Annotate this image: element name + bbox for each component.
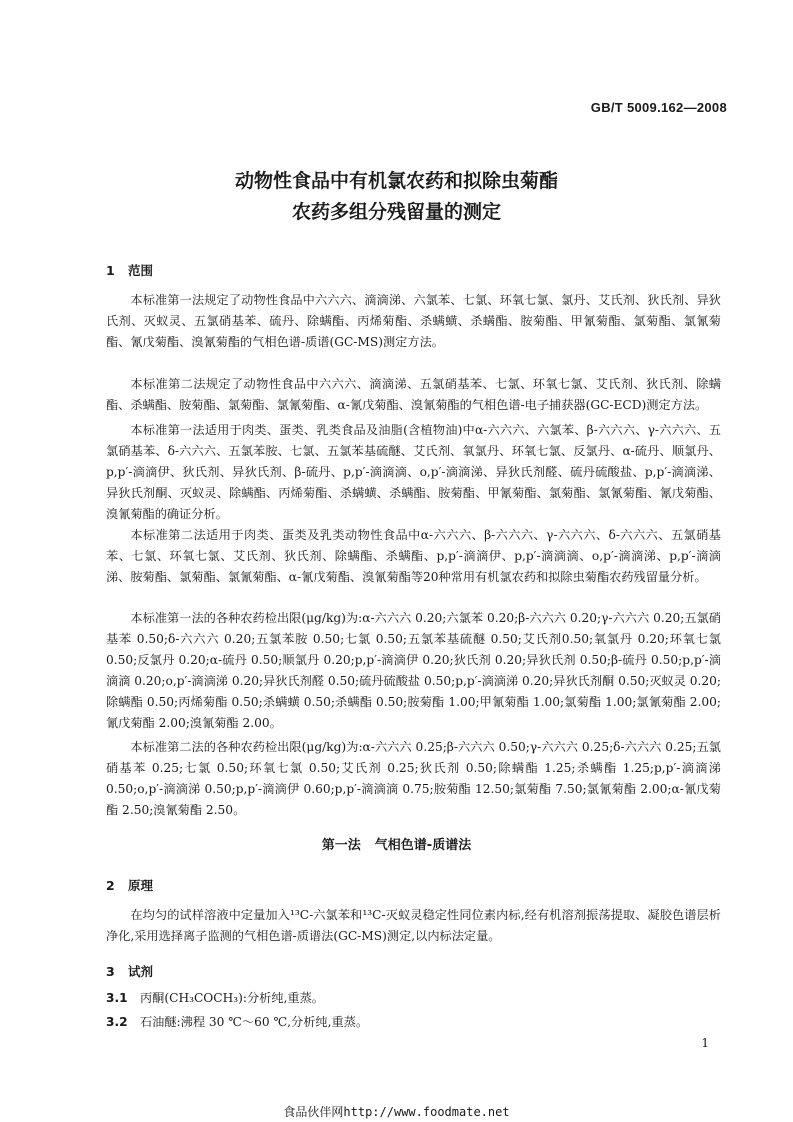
section-title: 范围 (128, 263, 154, 278)
section-heading-reagents (106, 962, 153, 980)
scope-paragraph-2: 本标准第二法规定了动物性食品中六六六、滴滴涕、五氯硝基苯、七氯、环氧七氯、艾氏剂、狄氏剂、除螨酯、杀螨酯、胺菊酯、氯菊酯、氯氰菊酯、α-氰戊菊酯、溴氰菊酯的气相色谱-电子捕获器(GC-ECD)测定方法。 (106, 377, 721, 413)
section-heading-scope (106, 261, 153, 279)
document-title-line1: 动物性食品中有机氯农药和拟除虫菊酯 (234, 170, 558, 192)
section-title: 试剂 (128, 964, 154, 979)
section-number: 2 (106, 878, 115, 893)
section-title: 原理 (128, 878, 154, 893)
reagent-item-text: 丙酮(CH₃COCH₃):分析纯,重蒸。 (140, 991, 324, 1005)
scope-paragraph-5: 本标准第一法的各种农药检出限(μg/kg)为:α-六六六 0.20;六氯苯 0.20;β-六六六 0.20;γ-六六六 0.20;五氯硝基苯 0.50;δ-六六六 0.20;五氯苯胺 0.50;七氯 0.50;五氯苯基硫醚 0.50;艾氏剂0.50;氧氯丹 0.20;环氧七氯 0.50;反氯丹 0.20;α-硫丹 0.50;顺氯丹 0.20;p,p′-滴滴伊 0.20;狄氏剂 0.20;异狄氏剂 0.50;β-硫丹 0.50;p,p′-滴滴滴 0.20;o,p′-滴滴涕 0.20;异狄氏剂醛 0.50;硫丹硫酸盐 0.50;p,p′-滴滴涕 0.20;异狄氏剂酮 0.50;灭蚁灵 0.20;除螨酯 0.50;丙烯菊酯 0.50;杀螨蟥 0.50;杀螨酯 0.50;胺菊酯 1.00;甲氰菊酯 1.00;氯菊酯 1.00;氯氰菊酯 2.00;氰戊菊酯 2.00;溴氰菊酯 2.00。 (106, 611, 721, 731)
method-heading (0, 834, 793, 853)
method-name: 气相色谱-质谱法 (374, 838, 472, 853)
scope-paragraph-3: 本标准第一法适用于肉类、蛋类、乳类食品及油脂(含植物油)中α-六六六、六氯苯、β-六六六、γ-六六六、五氯硝基苯、δ-六六六、五氯苯胺、七氯、五氯苯基硫醚、艾氏剂、氧氯丹、环氧七氯、反氯丹、α-硫丹、顺氯丹、p,p′-滴滴伊、狄氏剂、异狄氏剂、β-硫丹、p,p′-滴滴滴、o,p′-滴滴涕、异狄氏剂醛、硫丹硫酸盐、p,p′-滴滴涕、异狄氏剂酮、灭蚁灵、除螨酯、丙烯菊酯、杀螨蟥、杀螨酯、胺菊酯、甲氰菊酯、氯菊酯、氯氰菊酯、氰戊菊酯、溴氰菊酯的确证分析。 (106, 423, 721, 522)
method-label: 第一法 (321, 838, 361, 853)
footer-watermark: 食品伙伴网http://www.foodmate.net (283, 1105, 510, 1119)
reagent-item (106, 988, 721, 1009)
section-heading-principle (106, 876, 153, 894)
scope-paragraph-4: 本标准第二法适用于肉类、蛋类及乳类动物性食品中α-六六六、β-六六六、γ-六六六、δ-六六六、五氯硝基苯、七氯、环氧七氯、艾氏剂、狄氏剂、除螨酯、杀螨酯、p,p′-滴滴伊、p,p′-滴滴滴、o,p′-滴滴涕、p,p′-滴滴涕、胺菊酯、氯菊酯、氯氰菊酯、α-氰戊菊酯、溴氰菊酯等20种常用有机氯农药和拟除虫菊酯农药残留量分析。 (106, 528, 721, 585)
reagent-item (106, 1012, 721, 1033)
reagent-item-number: 3.2 (106, 1015, 128, 1029)
scope-paragraph-6: 本标准第二法的各种农药检出限(μg/kg)为:α-六六六 0.25;β-六六六 0.50;γ-六六六 0.25;δ-六六六 0.25;五氯硝基苯 0.25;七氯 0.50;环氧七氯 0.50;艾氏剂 0.25;狄氏剂 0.50;除螨酯 1.25;杀螨酯 1.25;p,p′-滴滴涕 0.50;o,p′-滴滴涕 0.50;p,p′-滴滴伊 0.60;p,p′-滴滴滴 0.75;胺菊酯 12.50;氯菊酯 7.50;氯氰菊酯 2.00;α-氰戊菊酯 2.50;溴氰菊酯 2.50。 (106, 740, 721, 818)
reagent-item-number: 3.1 (106, 991, 128, 1005)
principle-paragraph: 在均匀的试样溶液中定量加入¹³C-六氯苯和¹³C-灭蚁灵稳定性同位素内标,经有机溶剂振荡提取、凝胶色谱层析净化,采用选择离子监测的气相色谱-质谱法(GC-MS)测定,以内标法定量。 (106, 908, 721, 944)
reagent-item-text: 石油醚:沸程 30 ℃～60 ℃,分析纯,重蒸。 (140, 1015, 369, 1029)
section-number: 1 (106, 263, 115, 278)
page-number: 1 (701, 1036, 709, 1050)
standard-code: GB/T 5009.162—2008 (590, 100, 727, 115)
scope-paragraph-1: 本标准第一法规定了动物性食品中六六六、滴滴涕、六氯苯、七氯、环氧七氯、氯丹、艾氏剂、狄氏剂、异狄氏剂、灭蚁灵、五氯硝基苯、硫丹、除螨酯、丙烯菊酯、杀螨蟥、杀螨酯、胺菊酯、甲氰菊酯、氯菊酯、氯氰菊酯、氰戊菊酯、溴氰菊酯的气相色谱-质谱(GC-MS)测定方法。 (106, 293, 721, 350)
section-number: 3 (106, 964, 115, 979)
document-title-line2: 农药多组分残留量的测定 (291, 201, 501, 223)
